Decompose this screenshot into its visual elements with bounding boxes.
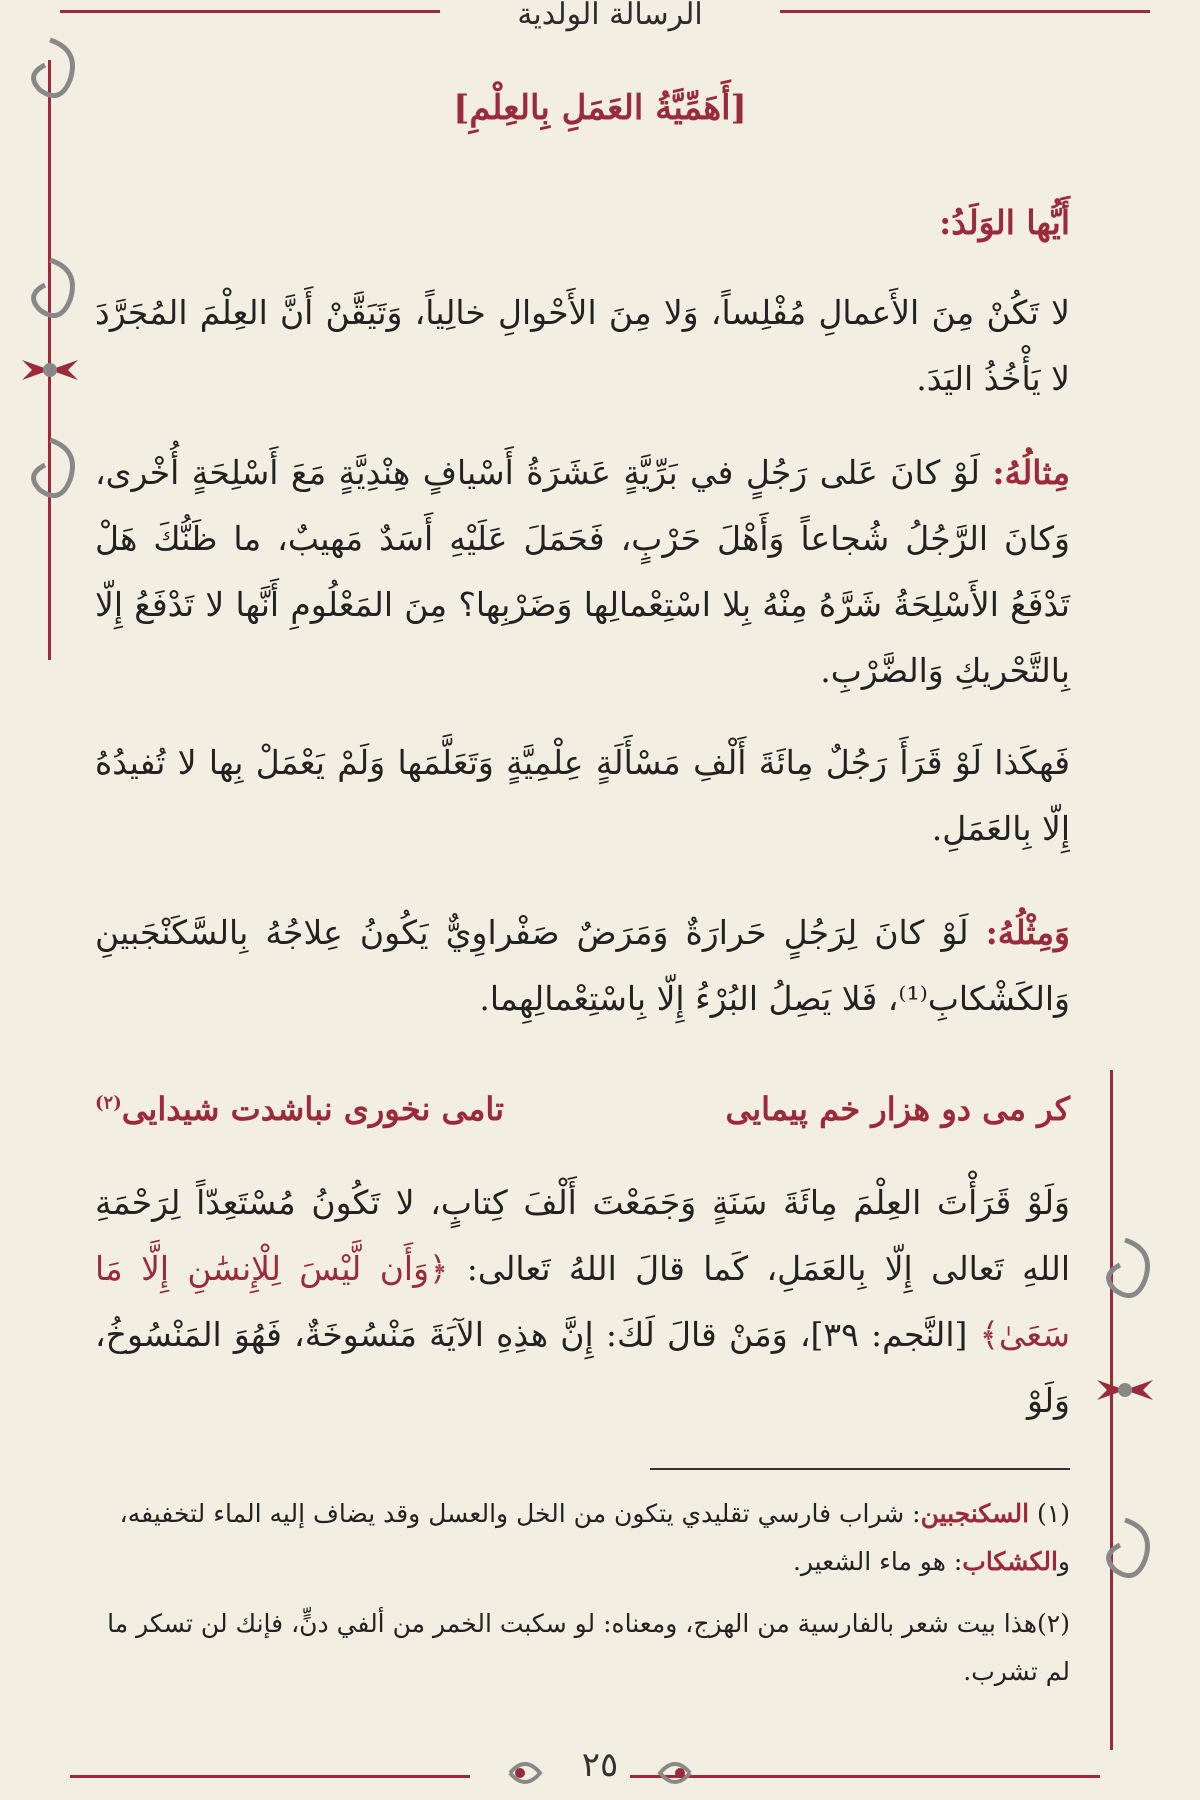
footnote-text-2: : هو ماء الشعير.	[792, 1547, 963, 1576]
frame-rule-top-right	[780, 10, 1150, 13]
footnote-text: هذا بيت شعر بالفارسية من الهزج، ومعناه: لو سكبت الخمر من ألفي دنٍّ، فإنك لن تسكر ما لم تشرب.	[107, 1609, 1070, 1686]
footnote-2	[90, 1600, 1070, 1696]
paragraph-text: لَوْ كانَ عَلى رَجُلٍ في بَرِّيَّةٍ عَشَرَةُ أَسْيافٍ هِنْدِيَّةٍ مَعَ أَسْلِحَةٍ أُخْرى، وَكانَ الرَّجُلُ شُجاعاً وَأَهْلَ حَرْبٍ، فَحَمَلَ عَلَيْهِ أَسَدٌ مَهيبٌ، ما ظَنُّكَ هَلْ تَدْفَعُ الأَسْلِحَةُ شَرَّهُ مِنْهُ بِلا اسْتِعْمالِها وَضَرْبِها؟ مِنَ المَعْلُومِ أَنَّها لا تَدْفَعُ إِلّا بِالتَّحْريكِ وَالضَّرْبِ.	[95, 453, 1070, 690]
paragraph-4	[95, 730, 1070, 862]
paragraph-text: وَلَوْ قَرَأْتَ العِلْمَ مِائَةَ سَنَةٍ وَجَمَعْتَ أَلْفَ كِتابٍ، لا تَكُونُ مُسْتَعِدّاً لِرَحْمَةِ اللهِ تَعالى إِلّا بِالعَمَلِ، كَما قالَ اللهُ تَعالى:	[95, 1183, 1070, 1288]
footnote-term-2: الكشكاب	[962, 1547, 1058, 1576]
persian-hemistich-2: تامى نخورى نباشدت شيدايى	[121, 1090, 504, 1128]
footnote-number: (١)	[1037, 1499, 1070, 1528]
footnote-term: السكنجبين	[920, 1499, 1030, 1528]
right-scroll-ornament-icon	[1085, 1220, 1165, 1620]
paragraph-lead: أَيُّها الوَلَدُ:	[939, 203, 1070, 242]
paragraph-5	[95, 900, 1070, 1032]
footnote-text: : شراب فارسي تقليدي يتكون من الخل والعسل وقد يضاف إليه الماء لتخفيفه، و	[119, 1499, 1070, 1576]
paragraph-text: فَهكَذا لَوْ قَرَأَ رَجُلٌ مِائَةَ أَلْفِ مَسْأَلَةٍ عِلْمِيَّةٍ وَتَعَلَّمَها وَلَمْ يَعْمَلْ بِها لا تُفيدُهُ إِلّا بِالعَمَلِ.	[95, 743, 1070, 848]
paragraph-3	[95, 440, 1070, 704]
paragraph-text: [النَّجم: ٣٩]، وَمَنْ قالَ لَكَ: إِنَّ هذِهِ الآيَةَ مَنْسُوخَةٌ، فَهُوَ المَنْسُوخُ، وَلَوْ	[95, 1315, 1070, 1420]
paragraph-lead: وَمِثْلُهُ:	[985, 913, 1070, 952]
section-title: [أَهَمِّيَّةُ العَمَلِ بِالعِلْمِ]	[453, 88, 747, 128]
paragraph-2	[95, 280, 1070, 412]
footnote-marker: (٢)	[95, 1092, 122, 1114]
page-number: ٢٥	[581, 1745, 619, 1785]
quran-verse: ﴿وَأَن لَّيْسَ لِلْإِنسَٰنِ إِلَّا مَا سَعَىٰ﴾	[95, 1249, 1070, 1354]
paragraph-6	[95, 1170, 1070, 1434]
paragraph-text: لا تَكُنْ مِنَ الأَعمالِ مُفْلِساً، وَلا مِنَ الأَحْوالِ خالِياً، وَتَيَقَّنْ أَنَّ العِلْمَ المُجَرَّدَ لا يَأْخُذُ اليَدَ.	[95, 293, 1070, 398]
frame-rule-bottom-left	[70, 1775, 470, 1778]
running-header-title: الرسالة الولدية	[517, 0, 703, 32]
frame-rule-top-left	[60, 10, 440, 13]
footnote-number: (٢)	[1037, 1609, 1070, 1638]
persian-hemistich-2-wrap	[95, 1090, 504, 1128]
footnote-1	[90, 1490, 1070, 1586]
footnote-separator	[650, 1468, 1070, 1470]
persian-hemistich-1: كر مى دو هزار خم پيمايى	[725, 1090, 1070, 1128]
paragraph-lead: مِثالُهُ:	[992, 453, 1070, 492]
paragraph-1	[95, 190, 1070, 256]
paragraph-text: لَوْ كانَ لِرَجُلٍ حَرارَةٌ وَمَرَضٌ صَفْراوِيٌّ يَكُونُ عِلاجُهُ بِالسَّكَنْجَبينِ وَالكَشْكابِ⁽¹⁾، فَلا يَصِلُ البُرْءُ إِلّا بِاسْتِعْمالِهِما.	[95, 913, 1070, 1018]
